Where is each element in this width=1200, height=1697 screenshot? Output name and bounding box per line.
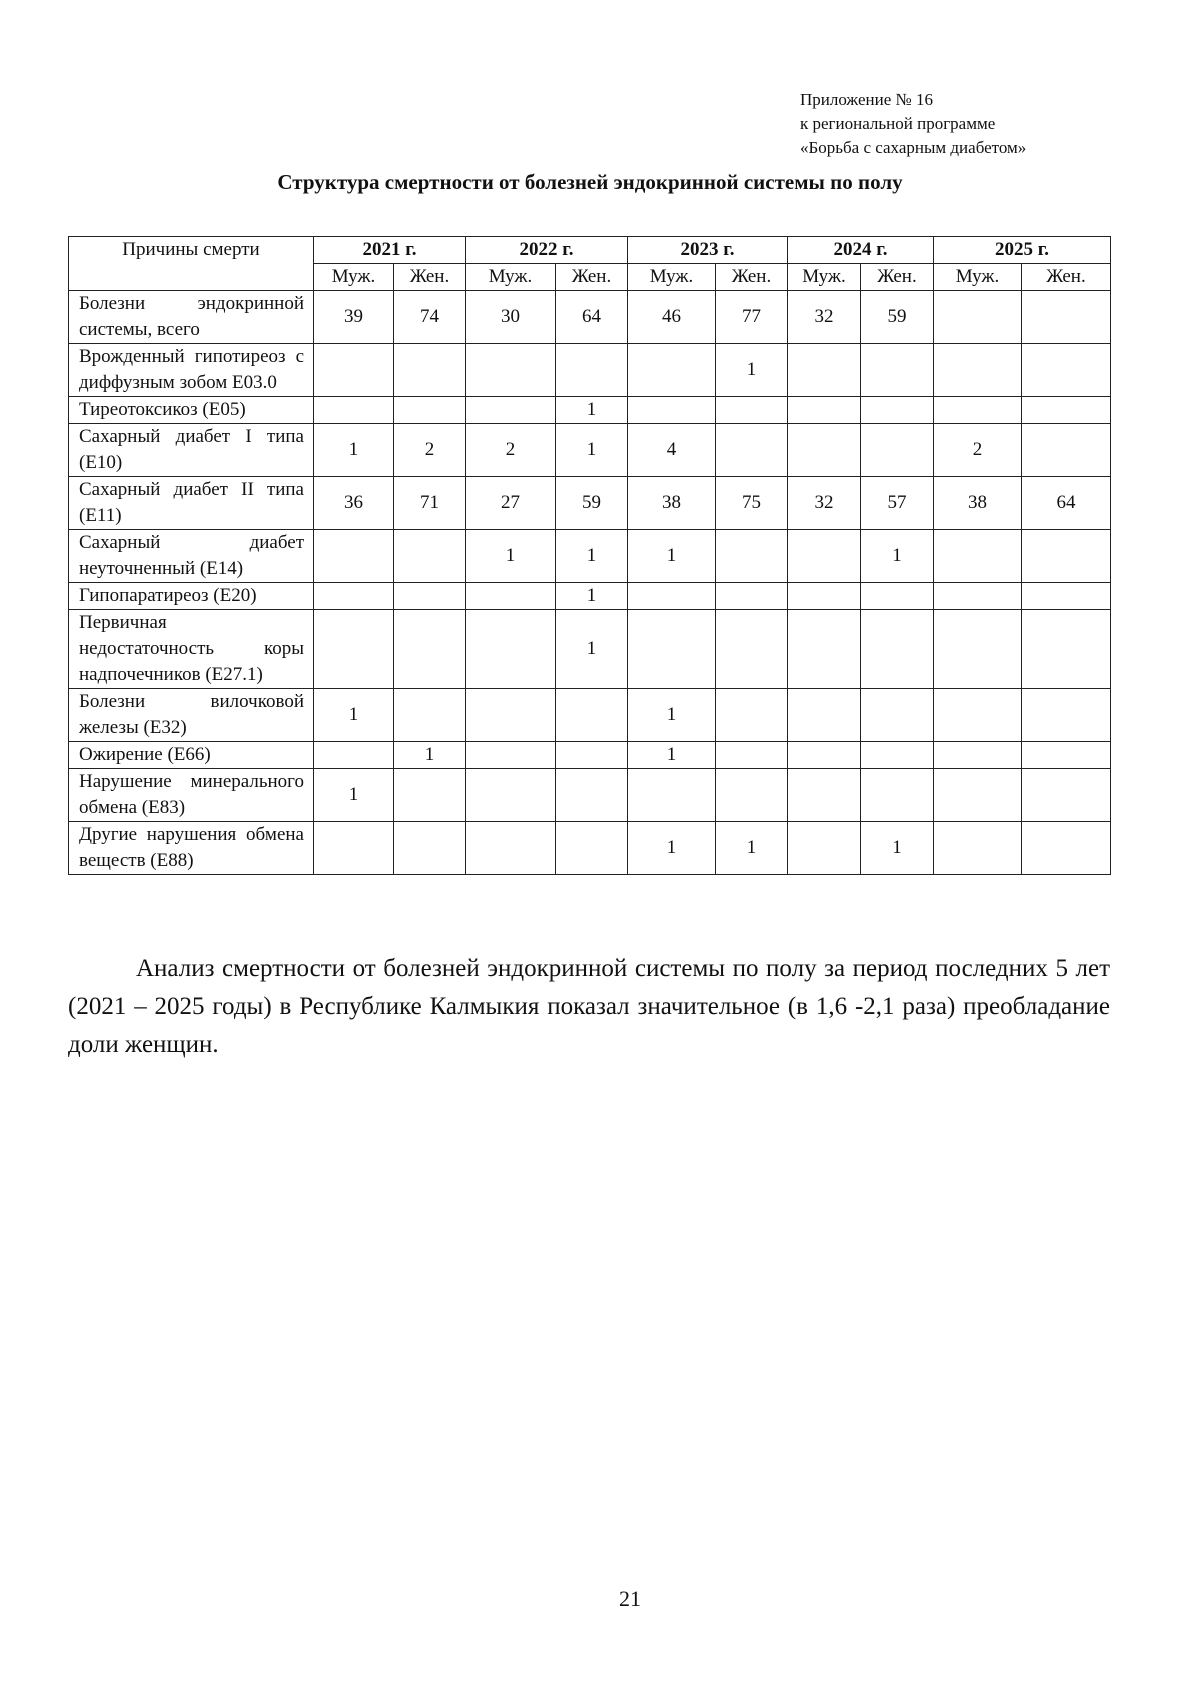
value-cell bbox=[314, 610, 394, 689]
sex-header: Муж. bbox=[314, 264, 394, 291]
value-cell bbox=[466, 822, 556, 875]
value-cell bbox=[788, 397, 861, 424]
value-cell bbox=[1022, 344, 1111, 397]
value-cell: 46 bbox=[628, 291, 716, 344]
cause-cell: Сахарный диабет I типа (Е10) bbox=[69, 424, 314, 477]
value-cell bbox=[934, 530, 1022, 583]
value-cell: 1 bbox=[556, 610, 628, 689]
table-row bbox=[69, 689, 1111, 742]
value-cell bbox=[556, 769, 628, 822]
value-cell: 1 bbox=[861, 822, 934, 875]
value-cell: 4 bbox=[628, 424, 716, 477]
sex-header: Жен. bbox=[394, 264, 466, 291]
value-cell: 74 bbox=[394, 291, 466, 344]
value-cell bbox=[861, 742, 934, 769]
value-cell: 59 bbox=[861, 291, 934, 344]
cause-cell: Нарушение минерального обмена (Е83) bbox=[69, 769, 314, 822]
cause-cell: Гипопаратиреоз (Е20) bbox=[69, 583, 314, 610]
value-cell bbox=[466, 689, 556, 742]
value-cell: 1 bbox=[861, 530, 934, 583]
analysis-paragraph: Анализ смертности от болезней эндокринной системы по полу за период последних 5 лет (2021 – 2025 годы) в Республике Калмыкия показал значительное (в 1,6 -2,1 раза) преобладание доли женщин. bbox=[68, 955, 1110, 1058]
value-cell bbox=[1022, 742, 1111, 769]
value-cell bbox=[314, 397, 394, 424]
value-cell bbox=[934, 689, 1022, 742]
value-cell bbox=[466, 397, 556, 424]
value-cell: 1 bbox=[466, 530, 556, 583]
value-cell: 2 bbox=[934, 424, 1022, 477]
page-title: Структура смертности от болезней эндокринной системы по полу bbox=[277, 170, 903, 194]
value-cell: 1 bbox=[628, 530, 716, 583]
value-cell bbox=[1022, 424, 1111, 477]
value-cell bbox=[1022, 610, 1111, 689]
value-cell bbox=[934, 822, 1022, 875]
value-cell bbox=[1022, 530, 1111, 583]
value-cell bbox=[314, 583, 394, 610]
value-cell: 1 bbox=[314, 769, 394, 822]
value-cell bbox=[861, 769, 934, 822]
value-cell bbox=[314, 742, 394, 769]
value-cell: 1 bbox=[556, 397, 628, 424]
value-cell: 59 bbox=[556, 477, 628, 530]
value-cell bbox=[934, 742, 1022, 769]
value-cell bbox=[788, 610, 861, 689]
value-cell bbox=[716, 689, 788, 742]
value-cell bbox=[788, 689, 861, 742]
value-cell bbox=[394, 397, 466, 424]
value-cell bbox=[716, 742, 788, 769]
table-row bbox=[69, 344, 1111, 397]
value-cell: 2 bbox=[466, 424, 556, 477]
value-cell bbox=[716, 424, 788, 477]
value-cell bbox=[314, 530, 394, 583]
value-cell: 64 bbox=[556, 291, 628, 344]
value-cell bbox=[466, 769, 556, 822]
value-cell bbox=[394, 822, 466, 875]
value-cell bbox=[1022, 397, 1111, 424]
value-cell bbox=[466, 610, 556, 689]
cause-column-header: Причины смерти bbox=[69, 237, 314, 291]
table-row bbox=[69, 530, 1111, 583]
table-row bbox=[69, 822, 1111, 875]
value-cell: 1 bbox=[314, 424, 394, 477]
value-cell: 1 bbox=[628, 822, 716, 875]
sex-header: Муж. bbox=[466, 264, 556, 291]
value-cell bbox=[716, 769, 788, 822]
table-row bbox=[69, 424, 1111, 477]
value-cell bbox=[716, 610, 788, 689]
value-cell: 1 bbox=[716, 344, 788, 397]
value-cell: 1 bbox=[628, 742, 716, 769]
cause-cell: Болезни вилочковой железы (Е32) bbox=[69, 689, 314, 742]
value-cell bbox=[466, 742, 556, 769]
value-cell: 30 bbox=[466, 291, 556, 344]
value-cell bbox=[861, 397, 934, 424]
value-cell bbox=[394, 530, 466, 583]
value-cell bbox=[466, 344, 556, 397]
year-header: 2021 г. bbox=[314, 237, 466, 264]
value-cell bbox=[788, 769, 861, 822]
value-cell bbox=[556, 822, 628, 875]
sex-header: Жен. bbox=[861, 264, 934, 291]
value-cell bbox=[788, 583, 861, 610]
sex-header: Жен. bbox=[1022, 264, 1111, 291]
value-cell bbox=[1022, 291, 1111, 344]
value-cell: 39 bbox=[314, 291, 394, 344]
value-cell bbox=[628, 610, 716, 689]
value-cell bbox=[556, 742, 628, 769]
value-cell: 57 bbox=[861, 477, 934, 530]
cause-cell: Ожирение (Е66) bbox=[69, 742, 314, 769]
value-cell bbox=[314, 344, 394, 397]
value-cell: 75 bbox=[716, 477, 788, 530]
value-cell bbox=[466, 583, 556, 610]
table-row bbox=[69, 769, 1111, 822]
sex-header: Муж. bbox=[934, 264, 1022, 291]
value-cell bbox=[788, 530, 861, 583]
value-cell: 77 bbox=[716, 291, 788, 344]
table-row bbox=[69, 583, 1111, 610]
sex-header: Жен. bbox=[556, 264, 628, 291]
value-cell bbox=[314, 822, 394, 875]
cause-cell: Болезни эндокринной системы, всего bbox=[69, 291, 314, 344]
value-cell bbox=[788, 822, 861, 875]
value-cell bbox=[394, 344, 466, 397]
value-cell bbox=[861, 583, 934, 610]
value-cell: 1 bbox=[716, 822, 788, 875]
page-number: 21 bbox=[619, 1586, 641, 1611]
value-cell bbox=[716, 530, 788, 583]
value-cell bbox=[934, 344, 1022, 397]
value-cell bbox=[788, 424, 861, 477]
value-cell: 36 bbox=[314, 477, 394, 530]
value-cell bbox=[934, 291, 1022, 344]
value-cell bbox=[628, 769, 716, 822]
value-cell bbox=[628, 583, 716, 610]
value-cell: 38 bbox=[628, 477, 716, 530]
value-cell bbox=[394, 583, 466, 610]
cause-cell: Сахарный диабет II типа (Е11) bbox=[69, 477, 314, 530]
value-cell bbox=[628, 397, 716, 424]
year-header: 2024 г. bbox=[788, 237, 934, 264]
value-cell: 64 bbox=[1022, 477, 1111, 530]
sex-header: Муж. bbox=[788, 264, 861, 291]
value-cell bbox=[1022, 769, 1111, 822]
value-cell: 27 bbox=[466, 477, 556, 530]
appendix-line: к региональной программе bbox=[800, 114, 996, 133]
value-cell: 32 bbox=[788, 291, 861, 344]
cause-cell: Врожденный гипотиреоз с диффузным зобом Е03.0 bbox=[69, 344, 314, 397]
value-cell: 1 bbox=[556, 583, 628, 610]
table-row bbox=[69, 477, 1111, 530]
year-header: 2023 г. bbox=[628, 237, 788, 264]
value-cell bbox=[394, 769, 466, 822]
value-cell: 1 bbox=[556, 530, 628, 583]
value-cell: 71 bbox=[394, 477, 466, 530]
value-cell bbox=[394, 610, 466, 689]
value-cell: 1 bbox=[394, 742, 466, 769]
sex-header: Муж. bbox=[628, 264, 716, 291]
cause-cell: Первичная недостаточность коры надпочечников (Е27.1) bbox=[69, 610, 314, 689]
value-cell bbox=[934, 397, 1022, 424]
value-cell bbox=[394, 689, 466, 742]
value-cell bbox=[934, 583, 1022, 610]
appendix-line: «Борьба с сахарным диабетом» bbox=[800, 138, 1027, 157]
value-cell: 1 bbox=[628, 689, 716, 742]
mortality-table bbox=[68, 236, 1111, 875]
table-row bbox=[69, 742, 1111, 769]
value-cell: 1 bbox=[556, 424, 628, 477]
value-cell bbox=[628, 344, 716, 397]
value-cell bbox=[1022, 583, 1111, 610]
value-cell bbox=[1022, 689, 1111, 742]
year-header: 2025 г. bbox=[934, 237, 1111, 264]
value-cell bbox=[716, 397, 788, 424]
year-header: 2022 г. bbox=[466, 237, 628, 264]
value-cell bbox=[788, 344, 861, 397]
value-cell bbox=[556, 689, 628, 742]
sex-header: Жен. bbox=[716, 264, 788, 291]
value-cell: 2 bbox=[394, 424, 466, 477]
value-cell: 1 bbox=[314, 689, 394, 742]
value-cell bbox=[716, 583, 788, 610]
cause-cell: Сахарный диабет неуточненный (Е14) bbox=[69, 530, 314, 583]
value-cell: 38 bbox=[934, 477, 1022, 530]
value-cell bbox=[861, 344, 934, 397]
value-cell bbox=[556, 344, 628, 397]
appendix-note bbox=[800, 88, 1026, 160]
table-row bbox=[69, 397, 1111, 424]
cause-cell: Другие нарушения обмена веществ (Е88) bbox=[69, 822, 314, 875]
value-cell bbox=[861, 689, 934, 742]
cause-cell: Тиреотоксикоз (Е05) bbox=[69, 397, 314, 424]
table-row bbox=[69, 610, 1111, 689]
value-cell bbox=[934, 769, 1022, 822]
value-cell bbox=[1022, 822, 1111, 875]
value-cell bbox=[788, 742, 861, 769]
value-cell bbox=[861, 424, 934, 477]
value-cell bbox=[934, 610, 1022, 689]
value-cell bbox=[861, 610, 934, 689]
appendix-line: Приложение № 16 bbox=[800, 90, 933, 109]
value-cell: 32 bbox=[788, 477, 861, 530]
table-row bbox=[69, 291, 1111, 344]
